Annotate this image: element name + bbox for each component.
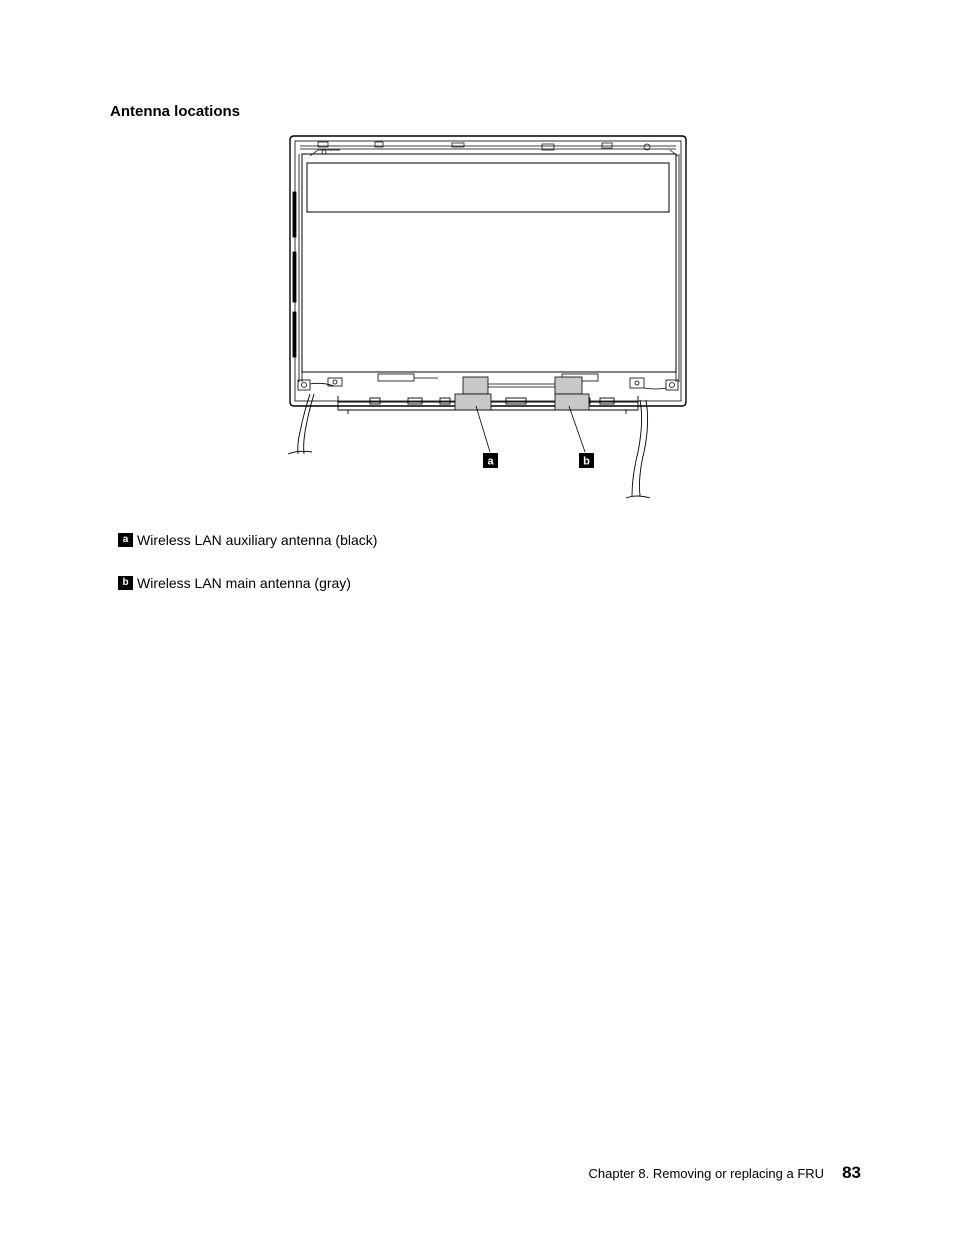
bezel-outline bbox=[290, 136, 686, 406]
right-antenna-cable bbox=[626, 400, 650, 498]
callout-b-leader bbox=[569, 406, 585, 452]
legend-text-b: Wireless LAN main antenna (gray) bbox=[137, 575, 351, 591]
lcd-assembly-figure bbox=[280, 132, 700, 502]
callout-b bbox=[579, 453, 594, 468]
callout-a-leader bbox=[476, 406, 490, 452]
left-edge-details bbox=[293, 154, 302, 382]
lcd-panel-label-area bbox=[307, 163, 669, 212]
left-hinge bbox=[298, 378, 342, 390]
antenna-a-body bbox=[455, 377, 491, 410]
svg-text:b: b bbox=[583, 455, 590, 468]
legend-badge-a: a bbox=[118, 533, 133, 547]
callout-a bbox=[483, 453, 498, 468]
right-hinge bbox=[630, 378, 678, 390]
left-antenna-cable bbox=[288, 394, 314, 454]
legend-item-a bbox=[118, 531, 377, 549]
svg-text:a: a bbox=[487, 455, 494, 468]
footer-chapter: Chapter 8. Removing or replacing a FRU bbox=[588, 1166, 825, 1181]
lcd-panel bbox=[302, 154, 676, 372]
antenna-b-body bbox=[555, 377, 589, 410]
legend-item-b bbox=[118, 574, 351, 592]
page-number: 83 bbox=[842, 1163, 861, 1182]
bezel-inner bbox=[295, 141, 681, 401]
legend-badge-b: b bbox=[118, 576, 133, 590]
lcd-assembly-illustration bbox=[280, 132, 700, 502]
page-footer bbox=[589, 1163, 861, 1183]
section-title: Antenna locations bbox=[110, 103, 241, 120]
legend-text-a: Wireless LAN auxiliary antenna (black) bbox=[137, 532, 378, 548]
